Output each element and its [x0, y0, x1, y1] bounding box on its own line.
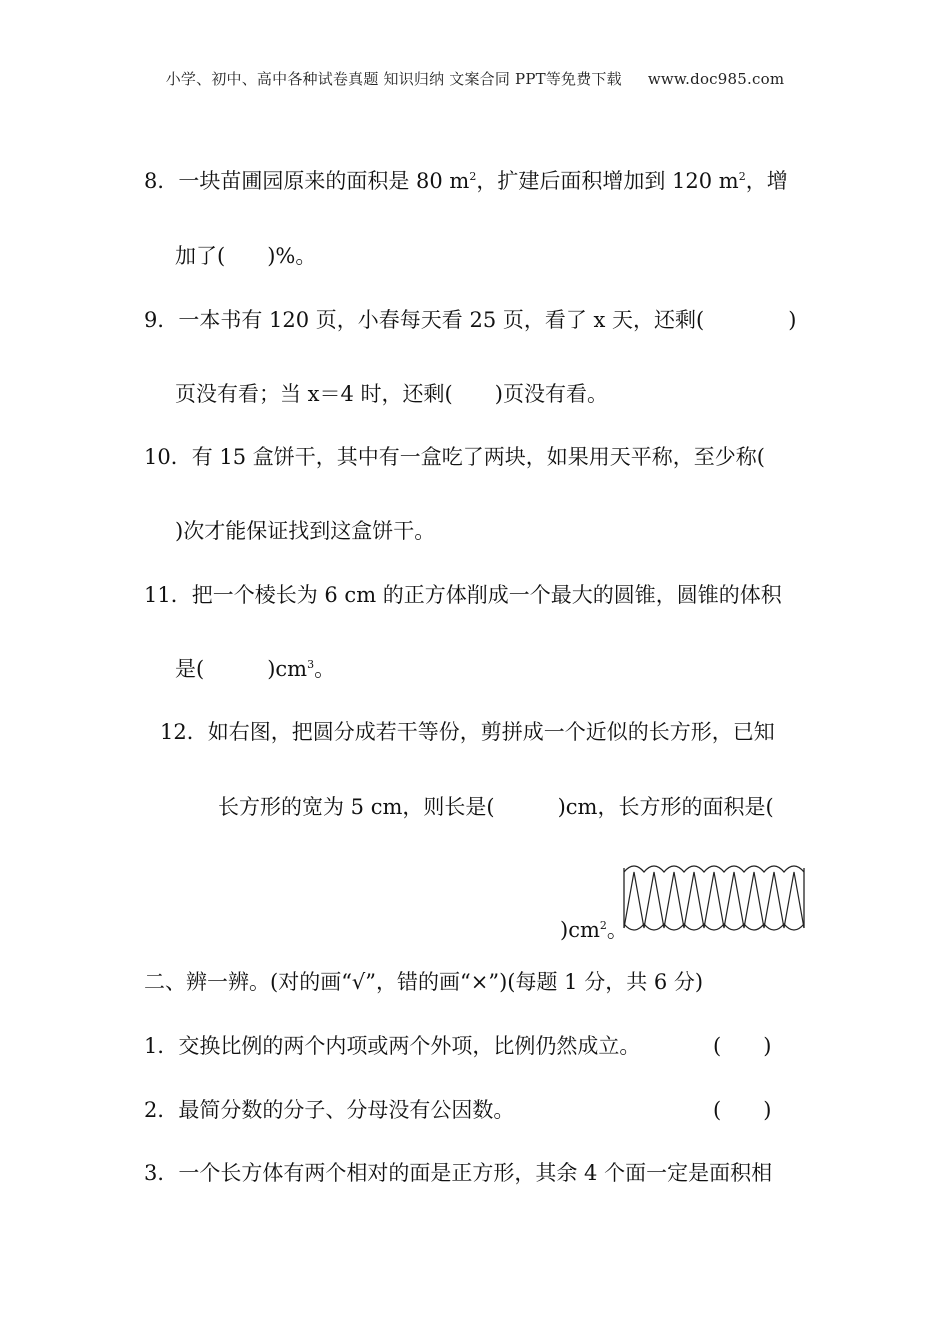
- q12-text-a: )cm: [560, 918, 600, 942]
- circle-rectangle-diagram: [622, 862, 808, 934]
- q10-line1: 10．有 15 盒饼干，其中有一盒吃了两块，如果用天平称，至少称(: [144, 445, 765, 469]
- s2-item-1-text: 1．交换比例的两个内项或两个外项，比例仍然成立。: [144, 1034, 641, 1058]
- q8-line1: [144, 165, 788, 195]
- diagram-sector-lines: [624, 872, 804, 928]
- s2-item-2-text: 2．最简分数的分子、分母没有公因数。: [144, 1098, 515, 1122]
- q12-line2: 长方形的宽为 5 cm，则长是( )cm，长方形的面积是(: [218, 795, 774, 819]
- header-text: 小学、初中、高中各种试卷真题 知识归纳 文案合同 PPT等免费下载: [165, 70, 622, 88]
- q8-text-b: ，扩建后面积增加到 120 m: [476, 169, 739, 193]
- q11-sup: 3: [307, 658, 315, 671]
- q11-text-a: 是( )cm: [175, 657, 308, 681]
- q8-text-c: ，增: [745, 169, 788, 193]
- s2-item-2-bracket[interactable]: ( ): [713, 1098, 772, 1122]
- q8-text-a: 8．一块苗圃园原来的面积是 80 m: [144, 169, 470, 193]
- q8-line2: 加了( )%。: [175, 244, 317, 268]
- section2-title: 二、辨一辨。(对的画“√”，错的画“×”)(每题 1 分，共 6 分): [144, 970, 704, 994]
- q11-line2: [175, 653, 335, 683]
- q11-line1: 11．把一个棱长为 6 cm 的正方体削成一个最大的圆锥，圆锥的体积: [144, 583, 782, 607]
- q12-text-b: 。: [606, 918, 628, 942]
- q11-text-b: 。: [314, 657, 336, 681]
- q12-line1: 12．如右图，把圆分成若干等份，剪拼成一个近似的长方形，已知: [160, 720, 775, 744]
- q9-line2: 页没有看；当 x＝4 时，还剩( )页没有看。: [175, 382, 608, 406]
- header-url: www.doc985.com: [647, 70, 785, 88]
- s2-item-3-text: 3．一个长方体有两个相对的面是正方形，其余 4 个面一定是面积相: [144, 1161, 773, 1185]
- q12-line3: [560, 914, 628, 944]
- diagram-bottom-edge: [624, 924, 804, 930]
- diagram-top-edge: [624, 866, 804, 872]
- q10-line2: )次才能保证找到这盒饼干。: [175, 519, 436, 543]
- q12-sup: 2: [599, 919, 607, 932]
- page-header: [0, 68, 950, 89]
- q8-sup1: 2: [469, 170, 477, 183]
- q8-sup2: 2: [738, 170, 746, 183]
- s2-item-1-bracket[interactable]: ( ): [713, 1034, 772, 1058]
- q9-line1: 9．一本书有 120 页，小春每天看 25 页，看了 x 天，还剩( ): [144, 308, 797, 332]
